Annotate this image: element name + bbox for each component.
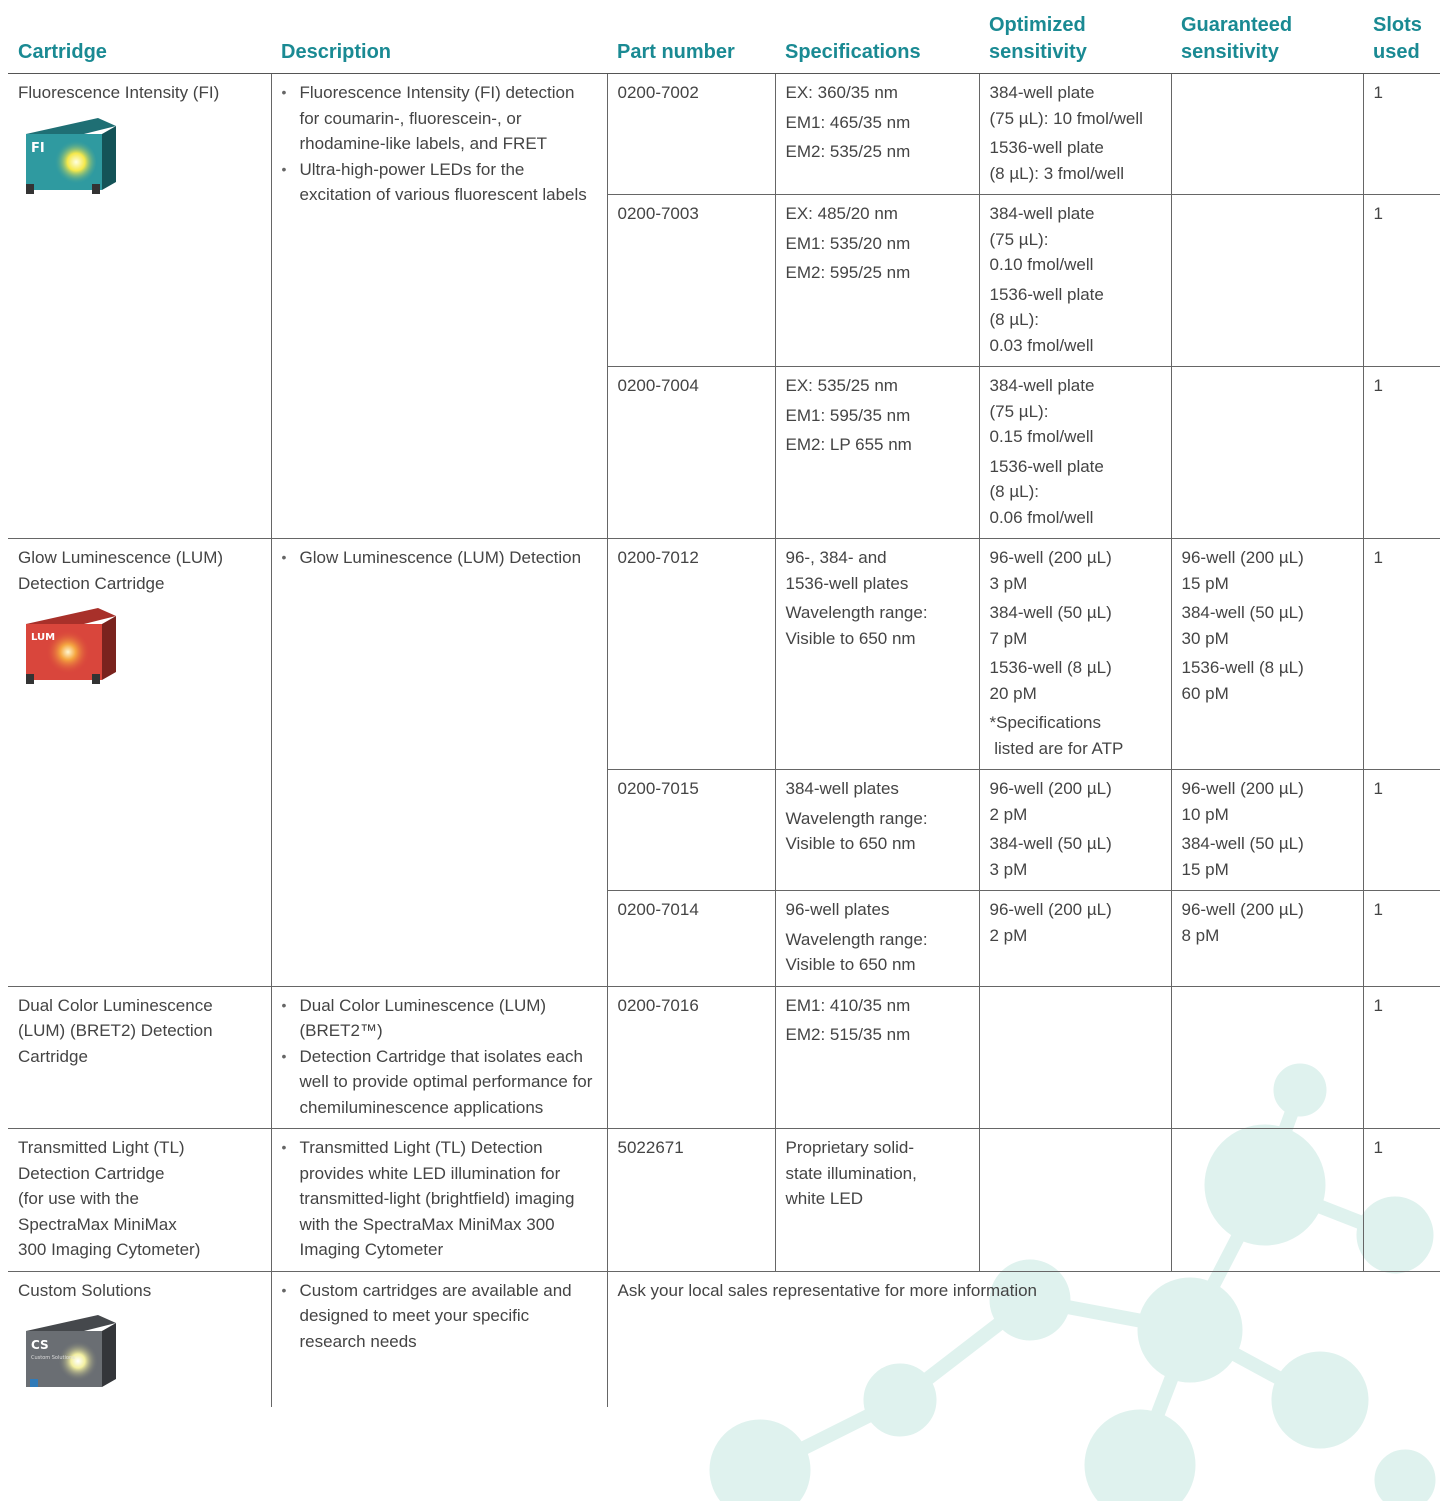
guaranteed-sensitivity-cell [1171, 986, 1363, 1129]
cs-cartridge-image [18, 1309, 118, 1399]
optimized-sensitivity-cell: 96-well (200 µL) 2 pM 384-well (50 µL) 3 pM [979, 770, 1171, 891]
specifications-cell: 384-well plates Wavelength range: Visible to 650 nm [775, 770, 979, 891]
description-cell-tl [271, 1129, 607, 1272]
lum-cartridge-image [18, 602, 118, 692]
part-number-cell: 5022671 [607, 1129, 775, 1272]
optimized-sensitivity-cell [979, 986, 1171, 1129]
specifications-cell: 96-, 384- and 1536-well plates Wavelength range: Visible to 650 nm [775, 539, 979, 770]
slots-used-cell: 1 [1363, 891, 1440, 987]
col-header-description: Description [271, 8, 607, 74]
table-row-fi-7002 [8, 74, 1440, 195]
part-number-cell: 0200-7015 [607, 770, 775, 891]
optimized-sensitivity-cell: 384-well plate (75 µL): 0.10 fmol/well 1536-well plate (8 µL): 0.03 fmol/well [979, 195, 1171, 367]
list-item: • Glow Luminescence (LUM) Detection [282, 545, 597, 571]
part-number-cell: 0200-7012 [607, 539, 775, 770]
guaranteed-sensitivity-cell: 96-well (200 µL) 15 pM 384-well (50 µL) 30 pM 1536-well (8 µL) 60 pM [1171, 539, 1363, 770]
list-item: • Dual Color Luminescence (LUM) (BRET2™) [282, 993, 597, 1044]
contact-note-cell: Ask your local sales representative for more information [607, 1271, 1440, 1407]
cartridge-cell-fi [8, 74, 271, 539]
optimized-sensitivity-cell: 96-well (200 µL) 2 pM [979, 891, 1171, 987]
specifications-cell: EX: 485/20 nm EM1: 535/20 nm EM2: 595/25 nm [775, 195, 979, 367]
list-item: • Fluorescence Intensity (FI) detection for coumarin-, fluorescein-, or rhodamine-like labels, and FRET [282, 80, 597, 157]
description-cell-fi [271, 74, 607, 539]
cartridge-cell-custom: Custom Solutions CS Custom Solutions [8, 1271, 271, 1407]
fi-cartridge-image [18, 112, 118, 202]
cartridge-spec-table [8, 8, 1440, 1407]
optimized-sensitivity-cell [979, 1129, 1171, 1272]
specifications-cell: Proprietary solid- state illumination, white LED [775, 1129, 979, 1272]
list-item: • Ultra-high-power LEDs for the excitation of various fluorescent labels [282, 157, 597, 208]
col-header-part-number: Part number [607, 8, 775, 74]
cartridge-cell-tl: Transmitted Light (TL) Detection Cartridge (for use with the SpectraMax MiniMax 300 Imaging Cytometer) [8, 1129, 271, 1272]
description-cell-lum [271, 539, 607, 987]
slots-used-cell: 1 [1363, 770, 1440, 891]
col-header-optimized-sensitivity: Optimized sensitivity [979, 8, 1171, 74]
part-number-cell: 0200-7016 [607, 986, 775, 1129]
svg-text:FI: FI [31, 140, 45, 156]
table-row-dual-7016 [8, 986, 1440, 1129]
part-number-cell: 0200-7002 [607, 74, 775, 195]
description-cell-dual [271, 986, 607, 1129]
slots-used-cell: 1 [1363, 986, 1440, 1129]
col-header-slots-used: Slots used [1363, 8, 1440, 74]
cartridge-cell-dual: Dual Color Luminescence (LUM) (BRET2) Detection Cartridge [8, 986, 271, 1129]
header-row [8, 8, 1440, 74]
list-item: • Transmitted Light (TL) Detection provides white LED illumination for transmitted-light (brightfield) imaging with the SpectraMax MiniMax 300 Imaging Cytometer [282, 1135, 597, 1263]
cartridge-cell-lum: Glow Luminescence (LUM) Detection Cartridge LUM [8, 539, 271, 987]
col-header-specifications: Specifications [775, 8, 979, 74]
description-cell-custom [271, 1271, 607, 1407]
part-number-cell: 0200-7003 [607, 195, 775, 367]
svg-text:Custom Solutions: Custom Solutions [31, 1355, 75, 1361]
part-number-cell: 0200-7004 [607, 367, 775, 539]
col-header-cartridge: Cartridge [8, 8, 271, 74]
guaranteed-sensitivity-cell [1171, 195, 1363, 367]
optimized-sensitivity-cell: 384-well plate (75 µL): 0.15 fmol/well 1536-well plate (8 µL): 0.06 fmol/well [979, 367, 1171, 539]
specifications-cell: EX: 360/35 nm EM1: 465/35 nm EM2: 535/25 nm [775, 74, 979, 195]
specifications-cell: EM1: 410/35 nm EM2: 515/35 nm [775, 986, 979, 1129]
optimized-sensitivity-cell: 96-well (200 µL) 3 pM 384-well (50 µL) 7 pM 1536-well (8 µL) 20 pM *Specifications listed are for ATP [979, 539, 1171, 770]
slots-used-cell: 1 [1363, 1129, 1440, 1272]
slots-used-cell: 1 [1363, 539, 1440, 770]
cartridge-name: Fluorescence Intensity (FI) [18, 83, 220, 102]
table-row-lum-7012 [8, 539, 1440, 770]
guaranteed-sensitivity-cell [1171, 367, 1363, 539]
optimized-sensitivity-cell: 384-well plate (75 µL): 10 fmol/well 1536-well plate (8 µL): 3 fmol/well [979, 74, 1171, 195]
list-item: • Custom cartridges are available and designed to meet your specific research needs [282, 1278, 597, 1355]
table-row-custom [8, 1271, 1440, 1407]
part-number-cell: 0200-7014 [607, 891, 775, 987]
specifications-cell: EX: 535/25 nm EM1: 595/35 nm EM2: LP 655 nm [775, 367, 979, 539]
svg-text:CS: CS [31, 1338, 49, 1352]
specifications-cell: 96-well plates Wavelength range: Visible to 650 nm [775, 891, 979, 987]
slots-used-cell: 1 [1363, 195, 1440, 367]
svg-text:LUM: LUM [31, 632, 56, 643]
guaranteed-sensitivity-cell: 96-well (200 µL) 10 pM 384-well (50 µL) 15 pM [1171, 770, 1363, 891]
table-row-tl-5022671 [8, 1129, 1440, 1272]
guaranteed-sensitivity-cell: 96-well (200 µL) 8 pM [1171, 891, 1363, 987]
slots-used-cell: 1 [1363, 74, 1440, 195]
col-header-guaranteed-sensitivity: Guaranteed sensitivity [1171, 8, 1363, 74]
list-item: • Detection Cartridge that isolates each well to provide optimal performance for chemiluminescence applications [282, 1044, 597, 1121]
guaranteed-sensitivity-cell [1171, 1129, 1363, 1272]
guaranteed-sensitivity-cell [1171, 74, 1363, 195]
slots-used-cell: 1 [1363, 367, 1440, 539]
